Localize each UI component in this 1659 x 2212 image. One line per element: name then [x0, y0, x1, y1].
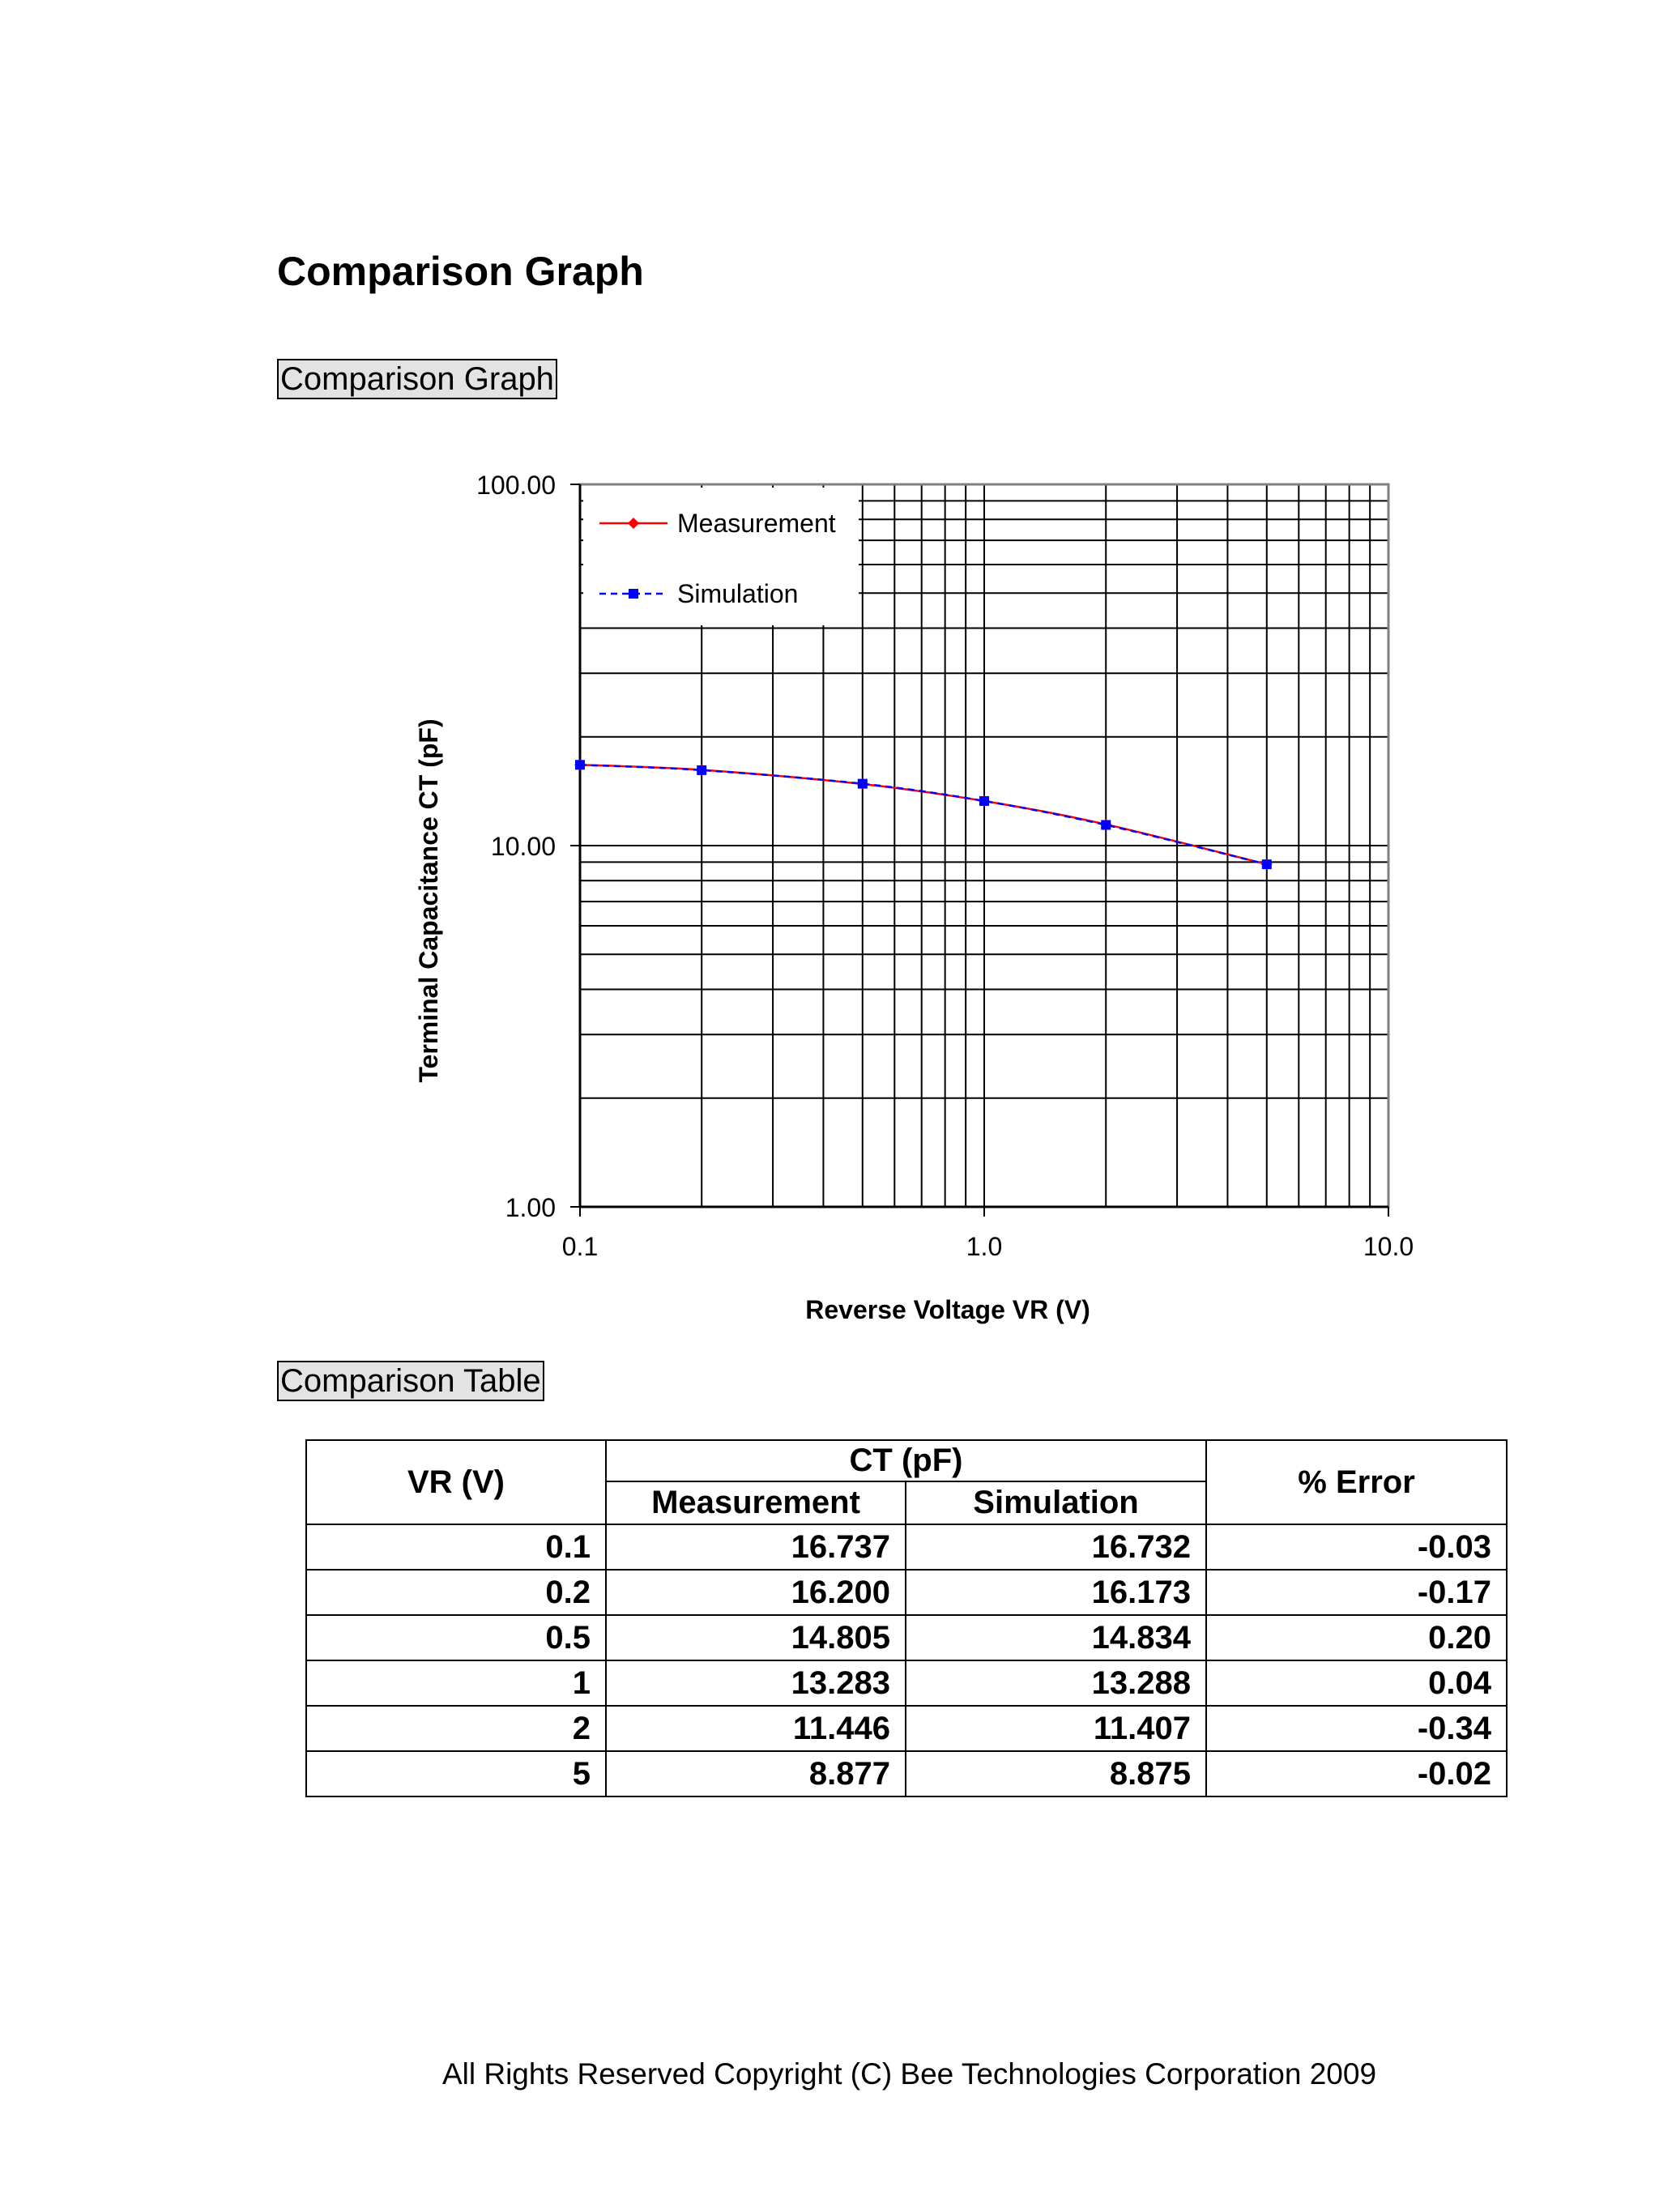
x-tick-label: 1.0 — [966, 1232, 1003, 1261]
cell-error: -0.17 — [1206, 1570, 1507, 1615]
cell-vr: 0.5 — [306, 1615, 606, 1660]
header-simulation: Simulation — [906, 1481, 1206, 1524]
simulation-point — [697, 765, 706, 775]
cell-simulation: 16.732 — [906, 1524, 1206, 1570]
cell-simulation: 14.834 — [906, 1615, 1206, 1660]
table-row — [306, 1660, 1507, 1706]
simulation-point — [1101, 820, 1111, 830]
measurement-legend-label: Measurement — [677, 509, 836, 538]
cell-measurement: 8.877 — [606, 1751, 906, 1796]
cell-measurement: 14.805 — [606, 1615, 906, 1660]
comparison-table — [305, 1439, 1508, 1797]
cell-vr: 2 — [306, 1706, 606, 1751]
table-row — [306, 1751, 1507, 1796]
simulation-series-line — [580, 765, 1267, 864]
y-axis-title: Terminal Capacitance CT (pF) — [414, 718, 443, 1083]
cell-measurement: 11.446 — [606, 1706, 906, 1751]
header-measurement: Measurement — [606, 1481, 906, 1524]
header-error: % Error — [1206, 1440, 1507, 1524]
cell-error: -0.02 — [1206, 1751, 1507, 1796]
cell-measurement: 13.283 — [606, 1660, 906, 1706]
x-tick-label: 10.0 — [1363, 1232, 1414, 1261]
table-row — [306, 1615, 1507, 1660]
y-tick-label: 100.00 — [476, 471, 556, 500]
cell-vr: 0.1 — [306, 1524, 606, 1570]
header-ct: CT (pF) — [606, 1440, 1206, 1481]
simulation-legend-label: Simulation — [677, 579, 799, 608]
simulation-point — [858, 779, 868, 789]
cell-measurement: 16.737 — [606, 1524, 906, 1570]
table-row — [306, 1524, 1507, 1570]
y-tick-label: 1.00 — [505, 1193, 556, 1222]
cell-error: 0.04 — [1206, 1660, 1507, 1706]
cell-measurement: 16.200 — [606, 1570, 906, 1615]
cell-error: 0.20 — [1206, 1615, 1507, 1660]
table-row — [306, 1570, 1507, 1615]
simulation-point — [575, 760, 585, 769]
simulation-point — [979, 796, 989, 806]
comparison-table-label: Comparison Table — [277, 1361, 544, 1401]
simulation-legend-marker — [629, 589, 638, 599]
page-title: Comparison Graph — [277, 249, 644, 294]
simulation-point — [1262, 859, 1272, 869]
header-vr: VR (V) — [306, 1440, 606, 1524]
cell-vr: 5 — [306, 1751, 606, 1796]
measurement-series-line — [580, 765, 1267, 864]
cell-error: -0.03 — [1206, 1524, 1507, 1570]
cell-vr: 0.2 — [306, 1570, 606, 1615]
y-tick-label: 10.00 — [490, 832, 556, 861]
x-tick-label: 0.1 — [561, 1232, 599, 1261]
cell-vr: 1 — [306, 1660, 606, 1706]
series-layer — [574, 759, 1273, 870]
cell-error: -0.34 — [1206, 1706, 1507, 1751]
x-axis-title: Reverse Voltage VR (V) — [805, 1295, 1090, 1324]
comparison-graph-label: Comparison Graph — [277, 359, 557, 399]
copyright-footer: All Rights Reserved Copyright (C) Bee Technologies Corporation 2009 — [441, 2057, 1377, 2091]
cell-simulation: 11.407 — [906, 1706, 1206, 1751]
table-row — [306, 1706, 1507, 1751]
cell-simulation: 13.288 — [906, 1660, 1206, 1706]
cell-simulation: 8.875 — [906, 1751, 1206, 1796]
cell-simulation: 16.173 — [906, 1570, 1206, 1615]
